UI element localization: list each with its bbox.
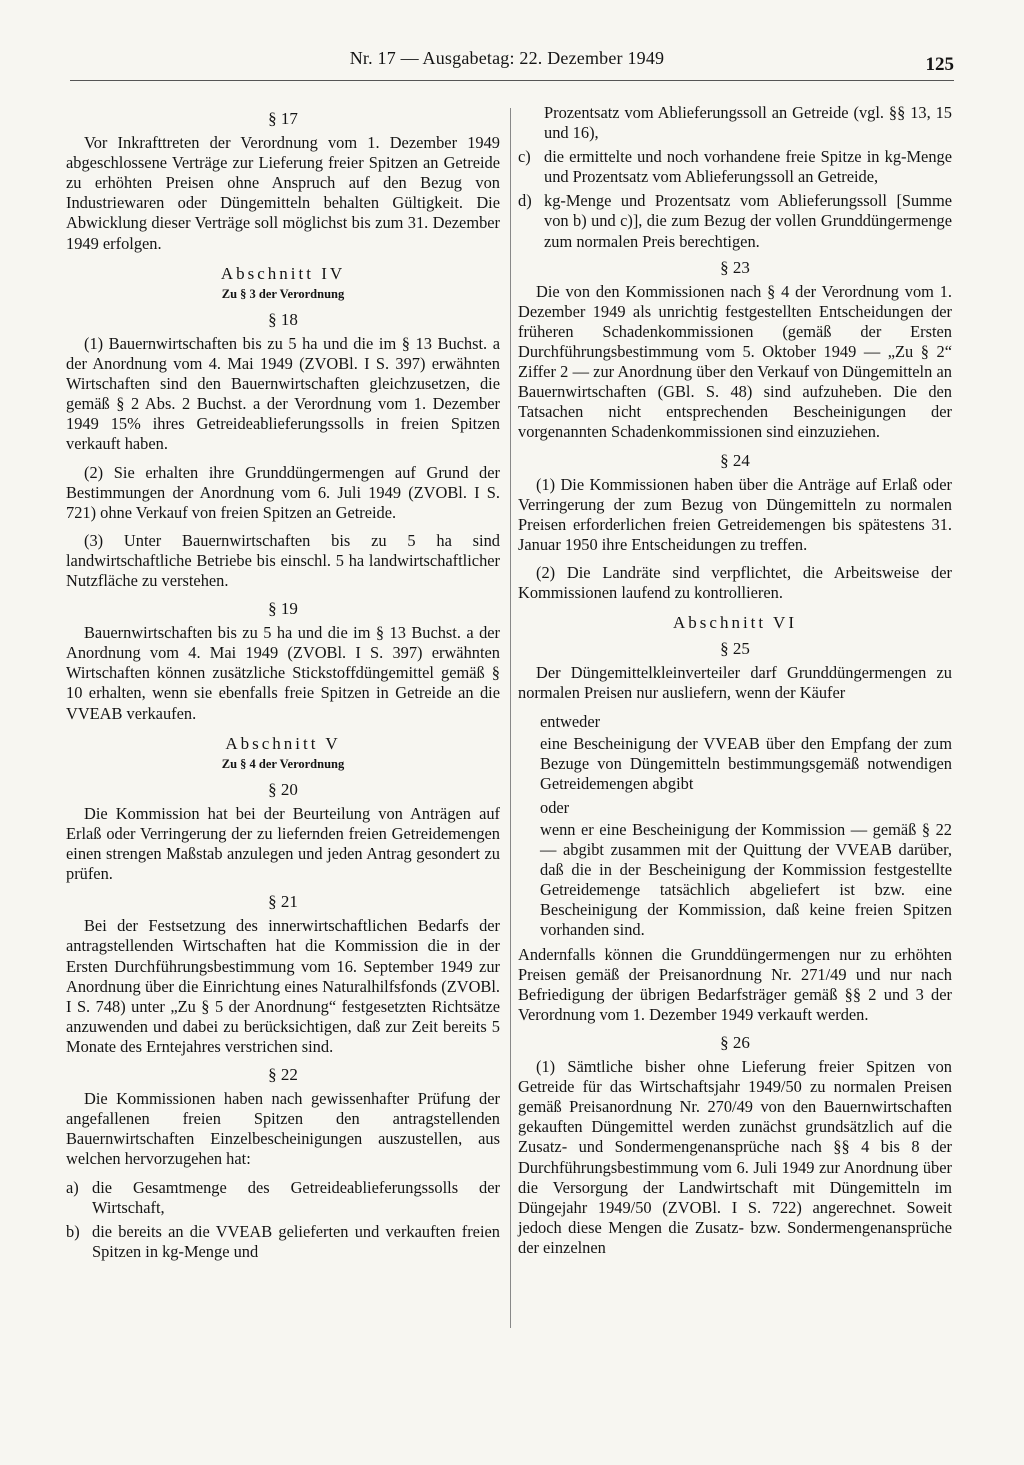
paragraph-20-title: § 20	[268, 779, 298, 799]
paragraph-25-option-2: wenn er eine Bescheinigung der Kommission — gemäß § 22 — abgibt zusammen mit der Quittung der VVEAB darüber, daß die in der Bescheinigung der Kommission festgestellte Getreidemenge tatsächlich abgeliefert ist bzw. eine Bescheinigung der Kommission, daß keine freien Spitzen vorhanden sind.	[540, 820, 952, 940]
paragraph-19-title: § 19	[268, 599, 298, 619]
issue-title: Nr. 17 — Ausgabetag: 22. Dezember 1949	[349, 48, 665, 68]
list-item	[66, 1178, 500, 1218]
list-marker: b)	[66, 1221, 80, 1241]
list-item-text: kg-Menge und Prozentsatz vom Ablieferungssoll [Summe von b) und c)], die zum Bezug der vollen Grunddüngermenge zum normalen Preis berechtigen.	[544, 191, 952, 251]
list-item	[518, 191, 952, 251]
paragraph-25-option-1-block	[540, 734, 952, 794]
left-column	[66, 103, 500, 1266]
paragraph-23-title: § 23	[720, 257, 750, 277]
abschnitt-6-title: Abschnitt VI	[673, 613, 797, 633]
paragraph-25-option-1: eine Bescheinigung der VVEAB über den Empfang der zum Bezuge von Düngemitteln bestimmungsgemäß notwendigen Getreidemengen abgibt	[540, 733, 952, 793]
page-number: 125	[925, 54, 954, 75]
paragraph-25-title: § 25	[720, 639, 750, 659]
paragraph-26-clause-1: (1) Sämtliche bisher ohne Lieferung freier Spitzen von Getreide für das Wirtschaftsjahr 1949/50 zu normalen Preisen gemäß Preisanordnung Nr. 270/49 von den Bauernwirtschaften gekauften Düngemittel werden zunächst grundsätzlich auf die Zusatz- und Sondermengenansprüche nach §§ 4 bis 8 der Durchführungsbestimmung vom 6. Juli 1949 zur Anordnung über die Versorgung der Landwirtschaft mit Düngemitteln im Düngejahr 1949/50 (ZVOBl. I S. 722) angerechnet. Soweit jedoch diese Mengen die Zusatz- bzw. Sondermengenansprüche der einzelnen	[518, 1057, 952, 1257]
paragraph-24-clause-1: (1) Die Kommissionen haben über die Anträge auf Erlaß oder Verringerung der zum Bezug von Düngemitteln zu normalen Preisen erforderlichen freien Getreidemengen bis spätestens 31. Januar 1950 ihre Entscheidungen zu treffen.	[518, 474, 952, 554]
paragraph-21-title: § 21	[268, 892, 298, 912]
paragraph-18-clause-2: (2) Sie erhalten ihre Grunddüngermengen auf Grund der Bestimmungen der Anordnung vom 6. Juli 1949 (ZVOBl. I S. 721) ohne Verkauf von freien Spitzen an Getreide.	[66, 462, 500, 522]
list-marker-blank	[518, 103, 544, 143]
list-item-text: die Gesamtmenge des Getreideablieferungssolls der Wirtschaft,	[92, 1177, 500, 1217]
column-divider	[510, 108, 511, 1328]
paragraph-23-text: Die von den Kommissionen nach § 4 der Verordnung vom 1. Dezember 1949 als unrichtig festgestellten Entscheidungen der früheren Schadenkommissionen (gemäß der Ersten Durchführungsbestimmung vom 5. Oktober 1949 — „Zu § 2“ Ziffer 2 — zur Anordnung über den Verkauf von Düngemitteln an Bauernwirtschaften (GBl. S. 48) sind aufzuheben. Die den Tatsachen nicht entsprechenden Bescheinigungen der vorgenannten Schadenkommissionen sind einzuziehen.	[518, 281, 952, 442]
right-column	[518, 103, 952, 1266]
paragraph-22-text: Die Kommissionen haben nach gewissenhafter Prüfung der angefallenen freien Spitzen den antragstellenden Bauernwirtschaften Einzelbescheinigungen auszustellen, aus welchen hervorzugehen hat:	[66, 1089, 500, 1169]
abschnitt-5-subtitle: Zu § 4 der Verordnung	[221, 756, 345, 771]
paragraph-25-text: Der Düngemittelkleinverteiler darf Grunddüngermengen zu normalen Preisen nur ausliefern, wenn der Käufer	[518, 663, 952, 703]
paragraph-25-oder: oder	[540, 797, 570, 817]
list-item-continuation	[518, 103, 952, 143]
abschnitt-4-title: Abschnitt IV	[220, 263, 346, 283]
paragraph-25-entweder: entweder	[540, 711, 601, 731]
paragraph-25-andernfalls: Andernfalls können die Grunddüngermengen nur zu erhöhten Preisen gemäß der Preisanordnung Nr. 271/49 und nur nach Befriedigung der übrigen Bedarfsträger gemäß §§ 2 und 3 der Verordnung vom 1. Dezember 1949 verkauft werden.	[518, 944, 952, 1024]
paragraph-24-title: § 24	[720, 450, 750, 470]
paragraph-20-text: Die Kommission hat bei der Beurteilung von Anträgen auf Erlaß oder Verringerung der zu liefernden freien Getreidemengen einen strengen Maßstab anzulegen und jeden Antrag gesondert zu prüfen.	[66, 803, 500, 884]
list-item-text: Prozentsatz vom Ablieferungssoll an Getreide (vgl. §§ 13, 15 und 16),	[544, 103, 952, 143]
page-header	[60, 48, 954, 78]
list-item-text: die bereits an die VVEAB gelieferten und verkauften freien Spitzen in kg-Menge und	[92, 1221, 500, 1261]
list-item	[518, 147, 952, 187]
header-rule	[70, 80, 954, 81]
list-item	[66, 1222, 500, 1262]
paragraph-18-clause-1: (1) Bauernwirtschaften bis zu 5 ha und die im § 13 Buchst. a der Anordnung vom 4. Mai 1949 (ZVOBl. I S. 397) erwähnten Wirtschaften sind den Bauernwirtschaften gleichzusetzen, die gemäß § 2 Abs. 2 Buchst. a der Verordnung vom 1. Dezember 1949 15% ihres Getreideablieferungssolls in freien Spitzen verkauft haben.	[66, 333, 500, 454]
paragraph-24-clause-2: (2) Die Landräte sind verpflichtet, die Arbeitsweise der Kommissionen laufend zu kontrollieren.	[518, 562, 952, 603]
paragraph-22-title: § 22	[268, 1065, 298, 1085]
list-item-text: die ermittelte und noch vorhandene freie Spitze in kg-Menge und Prozentsatz vom Ablieferungssoll an Getreide,	[544, 147, 952, 187]
abschnitt-5-title: Abschnitt V	[225, 733, 341, 753]
list-marker: d)	[518, 191, 532, 211]
paragraph-18-title: § 18	[268, 309, 298, 329]
paragraph-21-text: Bei der Festsetzung des innerwirtschaftlichen Bedarfs der antragstellenden Wirtschaften hat die Kommission die in der Ersten Durchführungsbestimmung vom 16. September 1949 zur Anordnung über die Einrichtung eines Naturalhilfsfonds (ZVOBl. I S. 748) unter „Zu § 5 der Anordnung“ festgesetzten Richtsätze anzuwenden und dabei zu berücksichtigen, daß zur Zeit bereits 5 Monate des Erntejahres verstrichen sind.	[66, 916, 500, 1056]
list-marker: a)	[66, 1177, 79, 1197]
abschnitt-4-subtitle: Zu § 3 der Verordnung	[221, 286, 345, 301]
paragraph-18-clause-3: (3) Unter Bauernwirtschaften bis zu 5 ha sind landwirtschaftliche Betriebe bis einschl. 5 ha landwirtschaftlicher Nutzfläche zu verstehen.	[66, 530, 500, 590]
paragraph-17-text: Vor Inkrafttreten der Verordnung vom 1. Dezember 1949 abgeschlossene Verträge zur Lieferung freier Spitzen an Getreide zu erhöhten Preisen ohne Anspruch auf den Bezug von Industriewaren oder Düngemitteln behalten Gültigkeit. Die Abwicklung dieser Verträge soll möglichst bis zum 31. Dezember 1949 erfolgen.	[66, 133, 500, 253]
paragraph-19-text: Bauernwirtschaften bis zu 5 ha und die im § 13 Buchst. a der Anordnung vom 4. Mai 1949 (ZVOBl. I S. 397) erwähnten Wirtschaften können zusätzliche Stickstoffdüngemittel gemäß § 10 erhalten, wenn sie ebenfalls freie Spitzen in Getreide an die VVEAB verkaufen.	[66, 623, 500, 723]
paragraph-25-option-2-block	[540, 820, 952, 941]
paragraph-17-title: § 17	[268, 109, 298, 128]
paragraph-26-title: § 26	[720, 1032, 750, 1052]
list-marker: c)	[518, 147, 531, 167]
